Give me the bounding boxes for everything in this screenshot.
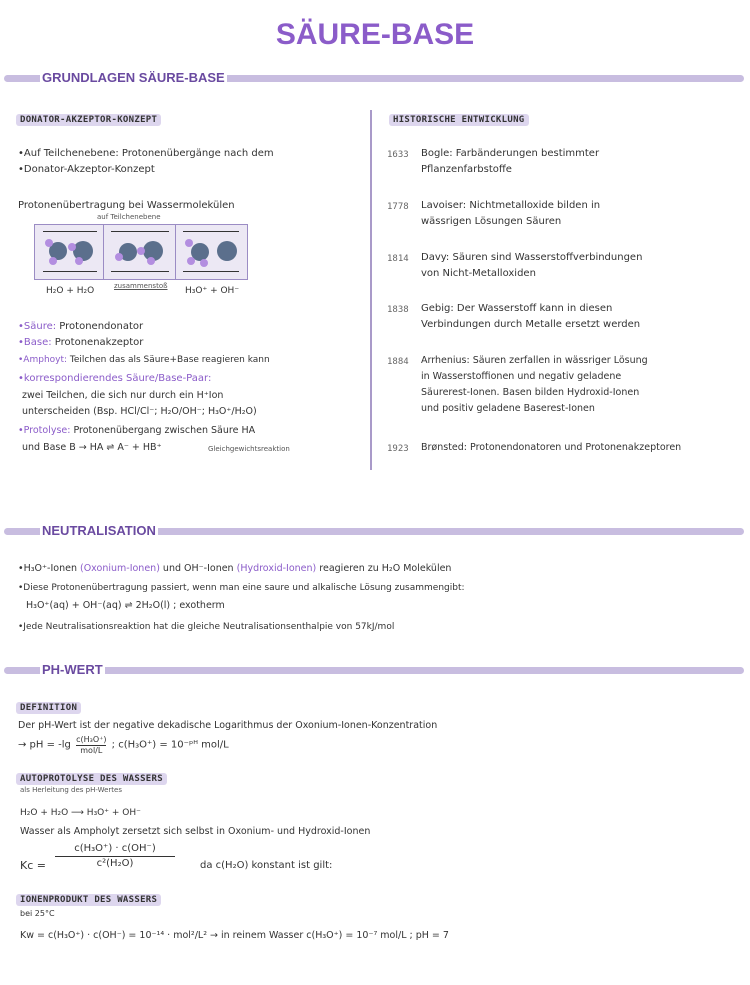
fraction-numerator: c(H₃O⁺) (76, 735, 107, 744)
def-base (18, 336, 143, 350)
history-text: und positiv geladene Baserest-Ionen (421, 403, 595, 414)
text-part: reagieren zu H₂O Molekülen (316, 563, 452, 574)
def-ampholyt (18, 353, 270, 367)
subheading-autoprotolyse: AUTOPROTOLYSE DES WASSERS (16, 773, 167, 785)
history-text: Arrhenius: Säuren zerfallen in wässriger Lösung (421, 355, 648, 366)
def-saeure (18, 320, 143, 334)
history-text: Gebig: Der Wasserstoff kann in diesen (421, 303, 613, 314)
kc-label: Kc = (20, 859, 46, 872)
history-text: Pflanzenfarbstoffe (421, 164, 512, 175)
history-text: Bogle: Farbänderungen bestimmter (421, 148, 600, 159)
def-term: •Säure: (18, 321, 57, 332)
autoprotolyse-subtitle: als Herleitung des pH-Wertes (20, 786, 123, 794)
section-heading-grundlagen: GRUNDLAGEN SÄURE-BASE (42, 70, 225, 85)
history-text: von Nicht-Metalloxiden (421, 268, 536, 279)
history-year: 1814 (387, 254, 409, 264)
ionenprodukt-line: Kw = c(H₃O⁺) · c(OH⁻) = 10⁻¹⁴ · mol²/L² → in reinem Wasser c(H₃O⁺) = 10⁻⁷ mol/L ; pH = 7 (20, 930, 449, 941)
autoprotolyse-line: Wasser als Ampholyt zersetzt sich selbst in Oxonium- und Hydroxid-Ionen (20, 826, 371, 837)
history-year: 1778 (387, 202, 409, 212)
section-heading-phwert: PH-WERT (42, 662, 103, 677)
text-part: (Hydroxid-Ionen) (236, 563, 317, 574)
kc-fraction (55, 842, 175, 871)
autoprotolyse-equation: H₂O + H₂O ⟶ H₃O⁺ + OH⁻ (20, 808, 141, 818)
kc-denominator: c²(H₂O) (96, 858, 134, 869)
equation-mid: zusammenstoß (114, 282, 168, 290)
history-year: 1838 (387, 305, 409, 315)
neutralisation-line-1 (18, 562, 451, 576)
protolyse-note: Gleichgewichtsreaktion (208, 445, 290, 453)
neutralisation-line-3: H₃O⁺(aq) + OH⁻(aq) ⇌ 2H₂O(l) ; exotherm (26, 600, 225, 611)
def-paar (18, 372, 211, 386)
transfer-subtitle: auf Teilchenebene (97, 213, 161, 221)
kc-note: da c(H₂O) konstant ist gilt: (200, 860, 333, 871)
section-heading-neutralisation: NEUTRALISATION (42, 523, 156, 538)
text-part: und OH⁻-Ionen (159, 563, 237, 574)
protolyse-equation: und Base B → HA ⇌ A⁻ + HB⁺ (22, 442, 162, 453)
fraction-denominator: mol/L (80, 746, 103, 755)
subheading-donator-akzeptor: DONATOR-AKZEPTOR-KONZEPT (16, 114, 161, 126)
ionenprodukt-subtitle: bei 25°C (20, 909, 55, 918)
history-year: 1884 (387, 357, 409, 367)
formula-part: ; c(H₃O⁺) = 10⁻ᵖᴴ mol/L (111, 739, 229, 751)
text-part: •H₃O⁺-Ionen (18, 563, 80, 574)
history-year: 1923 (387, 444, 409, 454)
bullet-line: •Donator-Akzeptor-Konzept (18, 164, 155, 175)
def-term: •Amphoyt: (18, 355, 68, 365)
subheading-definition: DEFINITION (16, 702, 81, 714)
neutralisation-line-2: •Diese Protonenübertragung passiert, wenn man eine saure und alkalische Lösung zusammengibt: (18, 583, 465, 593)
history-text: wässrigen Lösungen Säuren (421, 216, 562, 227)
def-text: Protonendonator (56, 321, 144, 332)
pair-line: unterscheiden (Bsp. HCl/Cl⁻; H₂O/OH⁻; H₃O⁺/H₂O) (22, 406, 257, 417)
page-title: SÄURE-BASE (275, 18, 475, 51)
history-text: Brønsted: Protonendonatoren und Protonenakzeptoren (421, 442, 682, 453)
history-year: 1633 (387, 150, 409, 160)
column-divider (370, 110, 372, 470)
history-text: in Wasserstoffionen und negativ geladene (421, 371, 622, 382)
def-term: •korrespondierendes Säure/Base-Paar: (18, 373, 212, 384)
definition-line: Der pH-Wert ist der negative dekadische Logarithmus der Oxonium-Ionen-Konzentration (18, 720, 438, 731)
section-bar-phwert (4, 667, 744, 674)
subheading-ionenprodukt: IONENPRODUKT DES WASSERS (16, 894, 161, 906)
history-text: Säurerest-Ionen. Basen bilden Hydroxid-Ionen (421, 387, 640, 398)
formula-fraction (76, 735, 106, 756)
def-text: Protonenübergang zwischen Säure HA (70, 425, 256, 436)
pair-line: zwei Teilchen, die sich nur durch ein H⁺Ion (22, 390, 224, 401)
def-text: Teilchen das als Säure+Base reagieren kann (67, 355, 270, 365)
history-text: Lavoiser: Nichtmetalloxide bilden in (421, 200, 601, 211)
def-term: •Protolyse: (18, 425, 71, 436)
def-term: •Base: (18, 337, 52, 348)
formula-part: → pH = -lg (18, 739, 71, 751)
equation-left: H₂O + H₂O (46, 286, 95, 296)
neutralisation-line-4: •Jede Neutralisationsreaktion hat die gleiche Neutralisationsenthalpie von 57kJ/mol (18, 622, 395, 632)
ph-formula (18, 735, 229, 763)
history-text: Davy: Säuren sind Wasserstoffverbindungen (421, 252, 643, 263)
transfer-title: Protonenübertragung bei Wassermolekülen (18, 200, 235, 211)
text-part: (Oxonium-Ionen) (80, 563, 160, 574)
history-text: Verbindungen durch Metalle ersetzt werden (421, 319, 641, 330)
equation-right: H₃O⁺ + OH⁻ (185, 286, 240, 296)
subheading-historisch: HISTORISCHE ENTWICKLUNG (389, 114, 529, 126)
def-protolyse (18, 424, 255, 438)
proton-transfer-diagram (34, 224, 248, 280)
kc-numerator: c(H₃O⁺) · c(OH⁻) (55, 842, 175, 857)
bullet-line: •Auf Teilchenebene: Protonenübergänge nach dem (18, 148, 274, 159)
def-text: Protonenakzeptor (51, 337, 144, 348)
